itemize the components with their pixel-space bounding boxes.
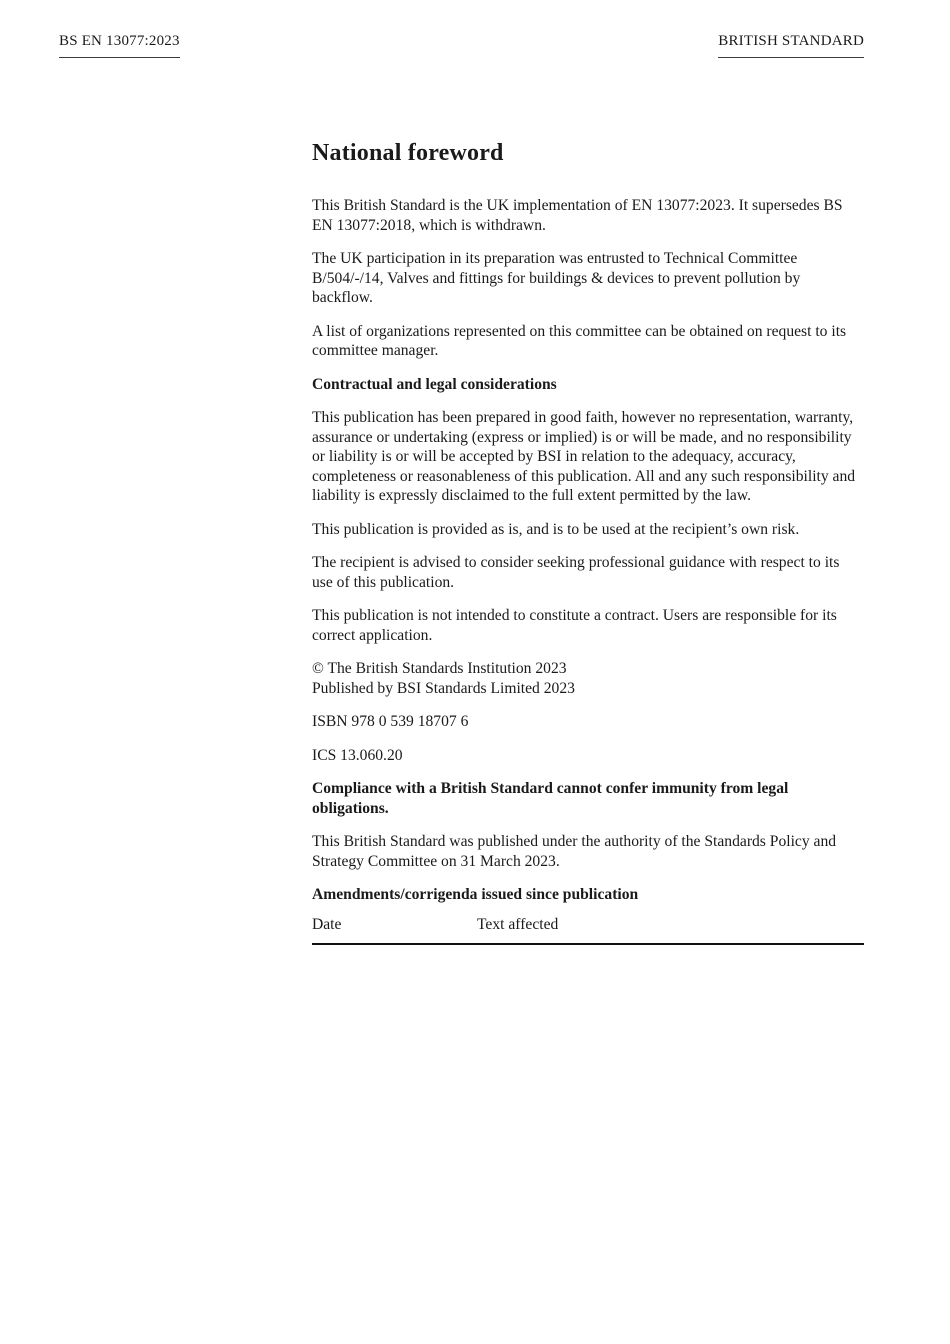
foreword-content [312, 138, 864, 945]
amendments-column-date: Date [312, 915, 342, 933]
amendments-table [312, 915, 864, 946]
paragraph-uk-participation: The UK participation in its preparation was entrusted to Technical Committee B/504/-/14, Valves and fittings for buildings & devices to prevent pollution by backflow. [312, 250, 801, 306]
authority-note: This British Standard was published under the authority of the Standards Policy and Strategy Committee on 31 March 2023. [312, 833, 837, 870]
header-document-number: BS EN 13077:2023 [59, 32, 180, 58]
paragraph-recipient-advised: The recipient is advised to consider seeking professional guidance with respect to its use of this publication. [312, 554, 840, 591]
paragraph-uk-implementation: This British Standard is the UK implementation of EN 13077:2023. It supersedes BS EN 13077:2018, which is withdrawn. [312, 197, 843, 234]
paragraph-organizations-list: A list of organizations represented on this committee can be obtained on request to its committee manager. [312, 322, 847, 359]
compliance-note: Compliance with a British Standard cannot confer immunity from legal obligations. [312, 780, 789, 817]
page-header [59, 32, 864, 58]
paragraph-good-faith-disclaimer: This publication has been prepared in good faith, however no representation, warranty, assurance or undertaking (express or implied) is or will be made, and no responsibility or liability is or will be accepted by BSI in relation to the adequacy, accuracy, completeness or reasonableness of this publication. All and any such responsibility and liability is expressly disclaimed to the full extent permitted by the law. [312, 409, 856, 504]
page-title: National foreword [312, 140, 504, 166]
paragraph-provided-as-is: This publication is provided as is, and is to be used at the recipient’s own risk. [312, 520, 800, 538]
header-standard-label: BRITISH STANDARD [718, 32, 864, 58]
amendments-column-text-affected: Text affected [477, 915, 559, 933]
copyright-line-institution: © The British Standards Institution 2023 [312, 660, 567, 677]
isbn-line: ISBN 978 0 539 18707 6 [312, 713, 469, 730]
copyright-line-publisher: Published by BSI Standards Limited 2023 [312, 679, 575, 697]
amendments-heading: Amendments/corrigenda issued since publication [312, 886, 639, 903]
amendments-header-row [312, 915, 864, 944]
ics-line: ICS 13.060.20 [312, 746, 403, 764]
paragraph-not-a-contract: This publication is not intended to constitute a contract. Users are responsible for its correct application. [312, 607, 837, 644]
heading-contractual-considerations: Contractual and legal considerations [312, 375, 557, 393]
